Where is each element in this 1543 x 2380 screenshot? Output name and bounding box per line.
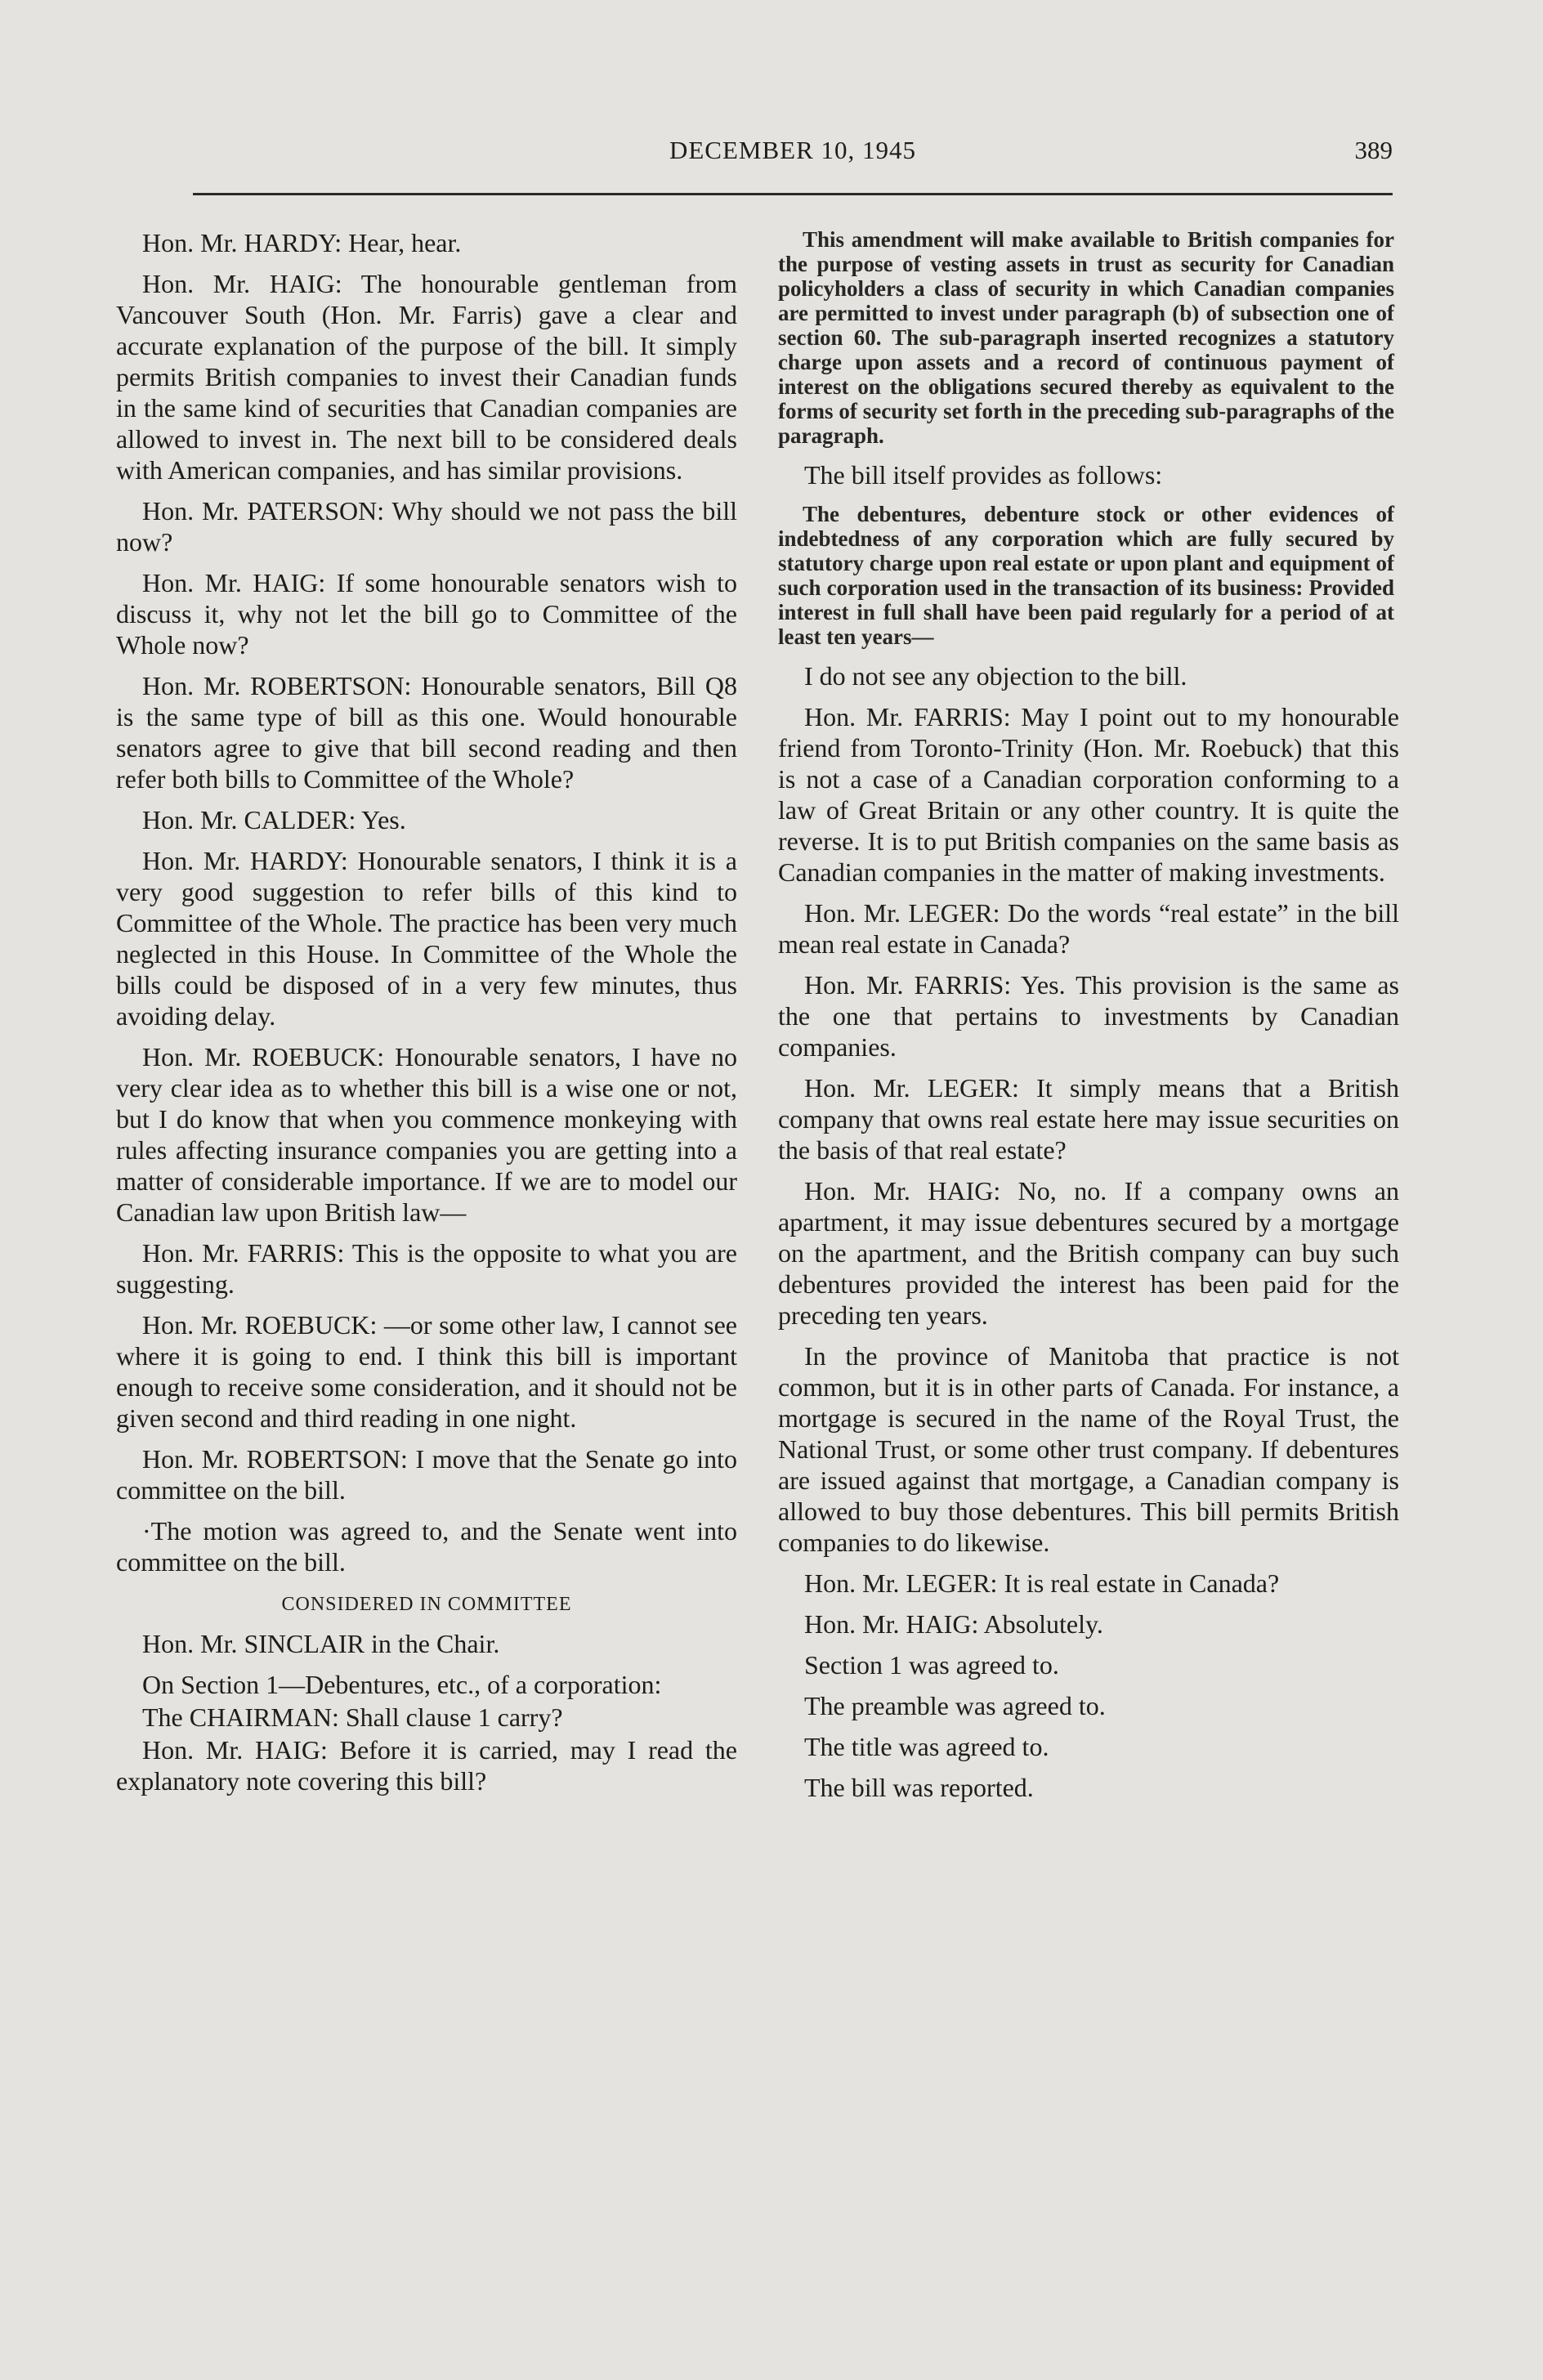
- bill-quote: The debentures, debenture stock or other evidences of indebtedness of any corporation which are fully secured by statutory charge upon real estate or upon plant and equipment of such corporation used in the transaction of its business: Provided interest in full shall have been paid regularly for a period of at least ten years—: [778, 502, 1394, 649]
- right-column: [778, 227, 1399, 1803]
- paragraph: ·The motion was agreed to, and the Senate went into committee on the bill.: [116, 1516, 737, 1577]
- paragraph: The bill itself provides as follows:: [804, 460, 1163, 490]
- paragraph: Hon. Mr. CALDER: Yes.: [142, 805, 406, 834]
- paragraph: I do not see any objection to the bill.: [804, 661, 1187, 691]
- header-rule: [193, 193, 1393, 195]
- paragraph: On Section 1—Debentures, etc., of a corporation:: [142, 1670, 662, 1699]
- paragraph: Hon. Mr. ROEBUCK: —or some other law, I cannot see where it is going to end. I think this bill is important enough to receive some consideration, and it should not be given second and third reading in one night.: [116, 1310, 737, 1433]
- paragraph: The preamble was agreed to.: [804, 1691, 1106, 1720]
- page-header: [193, 136, 1393, 177]
- explanatory-note: This amendment will make available to British companies for the purpose of vesting assets in trust as security for Canadian policyholders a class of security in which Canadian companies are permitted to invest under paragraph (b) of subsection one of section 60. The sub-paragraph inserted recognizes a statutory charge upon assets and a record of continuous payment of interest on the obligations secured thereby as equivalent to the forms of security set forth in the preceding sub-paragraphs of the paragraph.: [778, 227, 1394, 448]
- paragraph: Hon. Mr. HAIG: The honourable gentleman from Vancouver South (Hon. Mr. Farris) gave a clear and accurate explanation of the purpose of the bill. It simply permits British companies to invest their Canadian funds in the same kind of securities that Canadian companies are allowed to invest in. The next bill to be considered deals with American companies, and has similar provisions.: [116, 269, 737, 485]
- paragraph: Hon. Mr. FARRIS: This is the opposite to what you are suggesting.: [116, 1238, 737, 1299]
- paragraph: In the province of Manitoba that practice is not common, but it is in other parts of Canada. For instance, a mortgage is secured in the name of the Royal Trust, the National Trust, or some other trust company. If debentures are issued against that mortgage, a Canadian company is allowed to buy those debentures. This bill permits British companies to do likewise.: [778, 1341, 1399, 1557]
- page-number: 389: [1354, 136, 1393, 164]
- paragraph: Hon. Mr. HARDY: Honourable senators, I think it is a very good suggestion to refer bills of this kind to Committee of the Whole. The practice has been very much neglected in this House. In Committee of the Whole the bills could be disposed of in a very few minutes, thus avoiding delay.: [116, 846, 737, 1031]
- left-column: [116, 227, 737, 1796]
- paragraph: Hon. Mr. ROBERTSON: I move that the Senate go into committee on the bill.: [116, 1444, 737, 1505]
- section-heading: CONSIDERED IN COMMITTEE: [281, 1594, 572, 1615]
- paragraph: Hon. Mr. ROEBUCK: Honourable senators, I have no very clear idea as to whether this bill is a wise one or not, but I do know that when you commence monkeying with rules affecting insurance companies you are getting into a matter of considerable importance. If we are to model our Canadian law upon British law—: [116, 1042, 737, 1227]
- paragraph: Hon. Mr. ROBERTSON: Honourable senators, Bill Q8 is the same type of bill as this one. Would honourable senators agree to give that bill second reading and then refer both bills to Committee of the Whole?: [116, 671, 737, 794]
- paragraph: The CHAIRMAN: Shall clause 1 carry?: [142, 1702, 563, 1732]
- paragraph: Hon. Mr. PATERSON: Why should we not pass the bill now?: [116, 496, 737, 557]
- paragraph: Hon. Mr. HARDY: Hear, hear.: [142, 228, 462, 257]
- paragraph: The title was agreed to.: [804, 1732, 1049, 1761]
- paragraph: Hon. Mr. FARRIS: May I point out to my honourable friend from Toronto-Trinity (Hon. Mr. Roebuck) that this is not a case of a Canadian corporation conforming to a law of Great Britain or any other country. It is quite the reverse. It is to put British companies on the same basis as Canadian companies in the matter of making investments.: [778, 702, 1399, 887]
- paragraph: Hon. Mr. SINCLAIR in the Chair.: [142, 1629, 500, 1658]
- paragraph: Hon. Mr. HAIG: Absolutely.: [804, 1609, 1103, 1639]
- paragraph: The bill was reported.: [804, 1773, 1034, 1802]
- paragraph: Hon. Mr. LEGER: It is real estate in Canada?: [804, 1568, 1280, 1598]
- paragraph: Hon. Mr. FARRIS: Yes. This provision is the same as the one that pertains to investments by Canadian companies.: [778, 970, 1399, 1062]
- paragraph: Hon. Mr. LEGER: Do the words “real estate” in the bill mean real estate in Canada?: [778, 898, 1399, 959]
- paragraph: Section 1 was agreed to.: [804, 1650, 1059, 1680]
- paragraph: Hon. Mr. HAIG: Before it is carried, may I read the explanatory note covering this bill?: [116, 1735, 737, 1796]
- header-date: DECEMBER 10, 1945: [669, 136, 917, 164]
- paragraph: Hon. Mr. LEGER: It simply means that a British company that owns real estate here may issue securities on the basis of that real estate?: [778, 1073, 1399, 1165]
- paragraph: Hon. Mr. HAIG: No, no. If a company owns an apartment, it may issue debentures secured by a mortgage on the apartment, and the British company can buy such debentures provided the interest has been paid for the preceding ten years.: [778, 1176, 1399, 1330]
- paragraph: Hon. Mr. HAIG: If some honourable senators wish to discuss it, why not let the bill go to Committee of the Whole now?: [116, 568, 737, 660]
